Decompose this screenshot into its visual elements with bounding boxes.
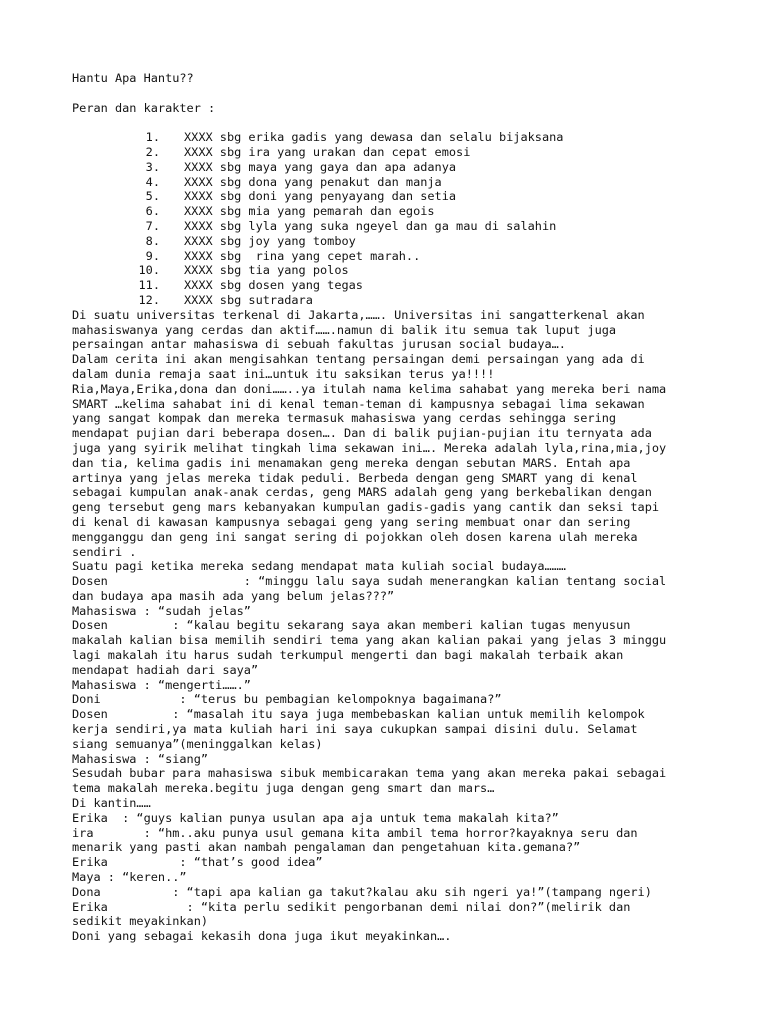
role-number: 2.	[145, 144, 160, 159]
document-body	[72, 71, 762, 944]
story-line: Erika : “guys kalian punya usulan apa aja untuk tema makalah kita?”	[72, 810, 559, 825]
role-item	[72, 175, 762, 190]
role-number: 3.	[145, 159, 160, 174]
story-line: geng tersebut geng mars kebanyakan kumpulan gadis-gadis yang cantik dan seksi tapi	[72, 500, 660, 515]
role-number: 4.	[145, 174, 160, 189]
story-line: Dona : “tapi apa kalian ga takut?kalau aku sih ngeri ya!”(tampang ngeri)	[72, 884, 652, 899]
story-line: siang semuanya”(meninggalkan kelas)	[72, 736, 323, 751]
story-line: makalah kalian bisa memilih sendiri tema yang akan kalian pakai yang jelas 3 minggu	[72, 633, 667, 648]
story-line: Di kantin……	[72, 796, 151, 811]
role-text: XXXX sbg lyla yang suka ngeyel dan ga mau di salahin	[184, 218, 557, 233]
story-line: Dosen : “kalau begitu sekarang saya akan memberi kalian tugas menyusun	[72, 618, 631, 633]
story-line: artinya yang jelas mereka tidak peduli. Berbeda dengan geng SMART yang di kenal	[72, 470, 638, 485]
story-line: Doni yang sebagai kekasih dona juga ikut meyakinkan….	[72, 929, 452, 944]
role-item	[72, 130, 762, 145]
role-number: 7.	[145, 218, 160, 233]
role-number: 1.	[145, 130, 160, 145]
story-line: juga yang syirik melihat tingkah lima sekawan ini…. Mereka adalah lyla,rina,mia,joy	[72, 440, 667, 455]
story-line: SMART …kelima sahabat ini di kenal teman-teman di kampusnya sebagai lima sekawan	[72, 396, 645, 411]
role-number: 5.	[145, 189, 160, 204]
story-line: mengganggu dan geng ini sangat sering di pojokkan oleh dosen karena ulah mereka	[72, 529, 638, 544]
story-line: Ria,Maya,Erika,dona dan doni……..ya itulah nama kelima sahabat yang mereka beri nama	[72, 381, 667, 396]
story-line: Dosen : “masalah itu saya juga membebaskan kalian untuk memilih kelompok	[72, 707, 645, 722]
story-line: dan tia, kelima gadis ini menamakan geng mereka dengan sebutan MARS. Entah apa	[72, 455, 631, 470]
story-line: Di suatu universitas terkenal di Jakarta,……. Universitas ini sangatterkenal akan	[72, 307, 645, 322]
story-line: Mahasiswa : “mengerti…….”	[72, 677, 251, 692]
role-text: XXXX sbg joy yang tomboy	[184, 233, 356, 248]
spacer	[72, 86, 762, 101]
role-text: XXXX sbg erika gadis yang dewasa dan selalu bijaksana	[184, 130, 564, 145]
role-number: 9.	[145, 248, 160, 263]
role-item	[72, 263, 762, 278]
role-text: XXXX sbg dona yang penakut dan manja	[184, 174, 442, 189]
story-line: sedikit meyakinkan)	[72, 914, 209, 929]
story-line: Doni : “terus bu pembagian kelompoknya bagaimana?”	[72, 692, 502, 707]
role-item	[72, 249, 762, 264]
document-title: Hantu Apa Hantu??	[72, 71, 194, 85]
role-text: XXXX sbg mia yang pemarah dan egois	[184, 204, 435, 219]
story-line: sendiri .	[72, 544, 137, 559]
role-item	[72, 145, 762, 160]
story-line: dan budaya apa masih ada yang belum jelas???”	[72, 588, 395, 603]
story-line: mendapat hadiah dari saya”	[72, 662, 259, 677]
story-line: mahasiswanya yang cerdas dan aktif…….namun di balik itu semua tak luput juga	[72, 322, 617, 337]
role-item	[72, 204, 762, 219]
story-line: Suatu pagi ketika mereka sedang mendapat mata kuliah social budaya………	[72, 559, 566, 574]
spacer	[72, 115, 762, 130]
role-text: XXXX sbg maya yang gaya dan apa adanya	[184, 159, 457, 174]
story-line: sebagai kumpulan anak-anak cerdas, geng MARS adalah geng yang berkebalikan dengan	[72, 485, 652, 500]
role-item	[72, 234, 762, 249]
role-text: XXXX sbg sutradara	[184, 292, 313, 307]
story-line: yang sangat kompak dan mereka termasuk mahasiswa yang cerdas sehingga sering	[72, 411, 617, 426]
role-number: 8.	[145, 233, 160, 248]
role-number: 12.	[138, 292, 160, 307]
role-text: XXXX sbg dosen yang tegas	[184, 278, 363, 293]
story-line: Erika : “that’s good idea”	[72, 855, 323, 870]
story-line: di kenal di kawasan kampusnya sebagai geng yang sering membuat onar dan sering	[72, 514, 631, 529]
role-item	[72, 160, 762, 175]
roles-heading: Peran dan karakter :	[72, 100, 216, 115]
story-line: persaingan antar mahasiswa di sebuah fakultas jurusan social budaya….	[72, 337, 566, 352]
story-line: lagi makalah itu harus sudah terkumpul mengerti dan bagi makalah terbaik akan	[72, 648, 624, 663]
story-line: dalam dunia remaja saat ini…untuk itu saksikan terus ya!!!!	[72, 366, 495, 381]
role-number: 6.	[145, 204, 160, 219]
role-text: XXXX sbg doni yang penyayang dan setia	[184, 189, 457, 204]
role-item	[72, 278, 762, 293]
story-line: Dosen : “minggu lalu saya sudah menerangkan kalian tentang social	[72, 574, 667, 589]
role-text: XXXX sbg tia yang polos	[184, 263, 349, 278]
story-line: mendapat pujian dari beberapa dosen…. Dan di balik pujian-pujian itu ternyata ada	[72, 426, 652, 441]
story-line: Sesudah bubar para mahasiswa sibuk membicarakan tema yang akan mereka pakai sebagai	[72, 766, 667, 781]
roles-list	[72, 130, 762, 308]
story-line: menarik yang pasti akan nambah pengalaman dan pengetahuan kita.gemana?”	[72, 840, 581, 855]
role-number: 11.	[138, 278, 160, 293]
role-text: XXXX sbg ira yang urakan dan cepat emosi	[184, 144, 471, 159]
role-item	[72, 293, 762, 308]
role-number: 10.	[138, 263, 160, 278]
role-item	[72, 189, 762, 204]
story-line: Erika : “kita perlu sedikit pengorbanan demi nilai don?”(melirik dan	[72, 899, 631, 914]
story-line: tema makalah mereka.begitu juga dengan geng smart dan mars…	[72, 781, 495, 796]
story-line: kerja sendiri,ya mata kuliah hari ini saya cukupkan sampai disini dulu. Selamat	[72, 722, 638, 737]
story-line: ira : “hm..aku punya usul gemana kita ambil tema horror?kayaknya seru dan	[72, 825, 638, 840]
story-line: Mahasiswa : “siang”	[72, 751, 209, 766]
story-line: Maya : “keren..”	[72, 870, 187, 885]
role-text: XXXX sbg rina yang cepet marah..	[184, 248, 421, 263]
role-item	[72, 219, 762, 234]
story-line: Mahasiswa : “sudah jelas”	[72, 603, 251, 618]
story-line: Dalam cerita ini akan mengisahkan tentang persaingan demi persaingan yang ada di	[72, 352, 645, 367]
story-text	[72, 308, 762, 944]
